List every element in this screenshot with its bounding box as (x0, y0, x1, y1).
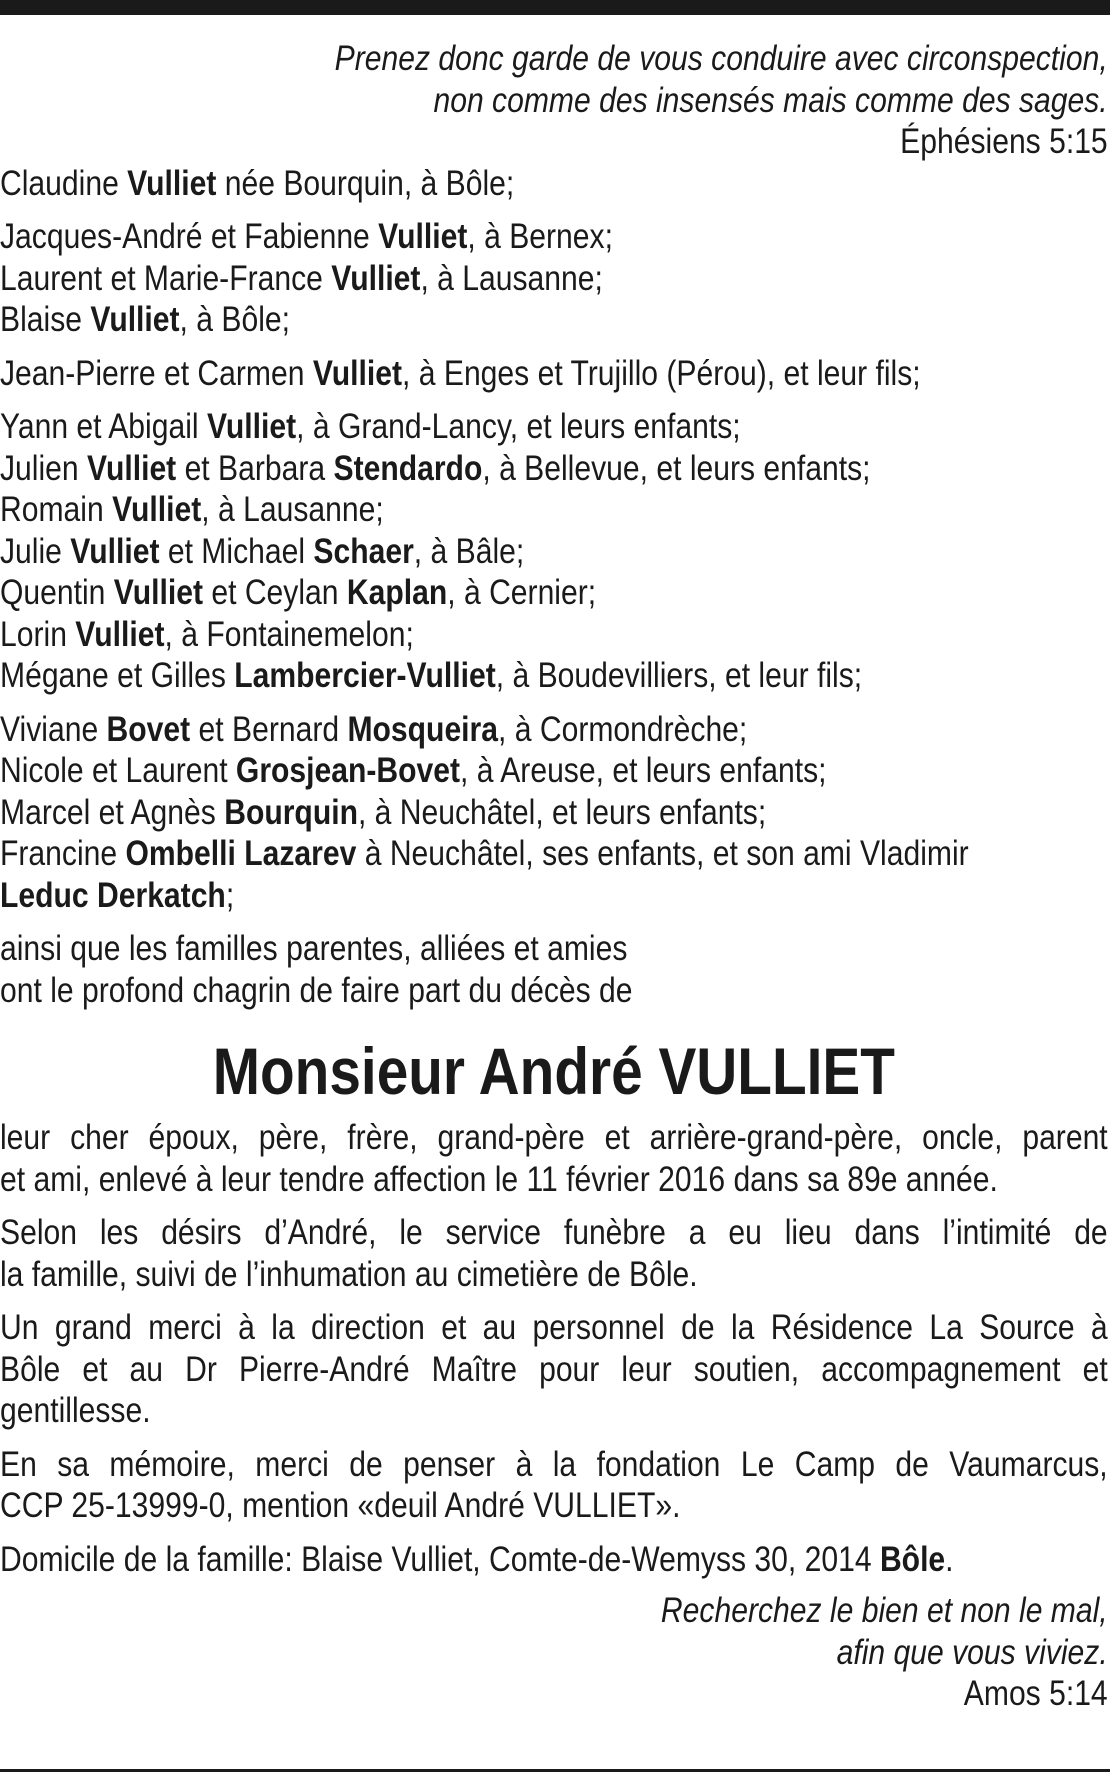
paragraph-line: gentillesse. (0, 1391, 151, 1430)
family-surname: Leduc Derkatch (0, 875, 226, 915)
family-text: , à Fontainemelon; (164, 614, 414, 654)
family-group-children (0, 216, 1108, 341)
family-text: , à Grand-Lancy, et leurs enfants; (296, 407, 741, 446)
family-line (0, 792, 1108, 834)
family-text: et Bernard (190, 709, 348, 749)
paragraph-line: Bôle et au Dr Pierre-André Maître pour leur soutien, accompagnement et (0, 1349, 1108, 1389)
deceased-name: Monsieur André VULLIET (212, 1034, 895, 1108)
family-group-grandchildren (0, 406, 1108, 697)
family-line (0, 406, 1108, 448)
family-text: Jean-Pierre et Carmen (0, 353, 313, 393)
family-line (0, 163, 1108, 205)
family-text: et Barbara (176, 448, 334, 488)
family-text: , à Lausanne; (420, 258, 603, 298)
family-line (0, 448, 1108, 490)
obituary-notice (0, 38, 1108, 1715)
family-surname: Vulliet (70, 531, 160, 571)
family-text: , à Neuchâtel, et leurs enfants; (357, 792, 767, 832)
family-text: , à Lausanne; (201, 490, 384, 529)
family-text: ; (225, 875, 235, 915)
family-line (0, 299, 1108, 341)
paragraph-service (0, 1212, 1108, 1295)
family-text: , à Bôle; (179, 300, 290, 339)
family-surname: Vulliet (312, 353, 403, 393)
family-text: , à Enges et Trujillo (Pérou), et leur fils; (402, 353, 921, 393)
family-line (0, 750, 1108, 792)
family-text: Claudine (0, 163, 128, 203)
family-text: Jacques-André et Fabienne (0, 217, 379, 256)
paragraph-line: Selon les désirs d’André, le service funèbre a eu lieu dans l’intimité de (0, 1213, 1108, 1252)
family-surname: Vulliet (75, 614, 165, 654)
family-surname: Vulliet (378, 217, 468, 256)
quote-line: Recherchez le bien et non le mal, (660, 1591, 1108, 1630)
family-surname: Vulliet (331, 258, 421, 298)
family-text: Julie (0, 531, 71, 571)
opening-quote (0, 38, 1108, 163)
announcement-line: ainsi que les familles parentes, alliées et amies (0, 929, 628, 968)
family-text: , à Areuse, et leurs enfants; (460, 751, 827, 790)
family-surname: Ombelli Lazarev (125, 834, 357, 873)
domicile-end: . (945, 1539, 954, 1579)
family-text: Laurent et Marie-France (0, 258, 332, 298)
family-group-relatives (0, 709, 1108, 917)
top-rule (0, 0, 1110, 15)
family-surname: Lambercier-Vulliet (234, 656, 496, 695)
quote-reference: Amos 5:14 (963, 1674, 1108, 1713)
family-surname: Bovet (106, 709, 191, 749)
family-surname: Schaer (313, 531, 414, 571)
announcement-line: ont le profond chagrin de faire part du décès de (0, 970, 633, 1010)
family-surname: Mosqueira (347, 709, 499, 749)
paragraph-line: la famille, suivi de l’inhumation au cimetière de Bôle. (0, 1254, 698, 1294)
quote-line: non comme des insensés mais comme des sages. (433, 80, 1108, 120)
family-line (0, 216, 1108, 258)
announcement (0, 928, 1108, 1011)
paragraph-line: Un grand merci à la direction et au personnel de la Résidence La Source à (0, 1308, 1108, 1347)
quote-line: Prenez donc garde de vous conduire avec circonspection, (334, 39, 1108, 78)
family-text: Romain (0, 490, 113, 529)
family-line (0, 353, 1108, 395)
family-text: , à Bernex; (467, 217, 613, 256)
family-text: Julien (0, 448, 88, 488)
family-line (0, 833, 1108, 875)
family-line (0, 572, 1108, 614)
family-text: , à Bellevue, et leurs enfants; (482, 448, 871, 488)
family-text: à Neuchâtel, ses enfants, et son ami Vladimir (356, 834, 969, 873)
family-line (0, 655, 1108, 697)
paragraph-line: leur cher époux, père, frère, grand-père et arrière-grand-père, oncle, parent (0, 1118, 1108, 1157)
family-text: , à Cormondrèche; (498, 709, 748, 749)
domicile-text: Domicile de la famille: Blaise Vulliet, Comte-de-Wemyss 30, 2014 (0, 1539, 880, 1579)
family-surname: Vulliet (113, 573, 203, 612)
family-surname: Grosjean-Bovet (235, 751, 461, 790)
quote-line: afin que vous viviez. (836, 1632, 1108, 1672)
family-text: , à Cernier; (447, 573, 597, 612)
family-line (0, 489, 1108, 531)
family-text: Quentin (0, 573, 114, 612)
closing-quote (0, 1590, 1108, 1715)
family-text: et Ceylan (202, 573, 347, 612)
paragraph-thanks (0, 1307, 1108, 1432)
quote-reference: Éphésiens 5:15 (900, 122, 1108, 161)
family-text: née Bourquin, à Bôle; (216, 163, 515, 203)
paragraph-line: et ami, enlevé à leur tendre affection le 11 février 2016 dans sa 89e année. (0, 1159, 998, 1199)
paragraph-donation (0, 1444, 1108, 1527)
paragraph-line: CCP 25-13999-0, mention «deuil André VULLIET». (0, 1486, 681, 1525)
family-text: Mégane et Gilles (0, 656, 235, 695)
family-surname: Bourquin (224, 792, 358, 832)
family-line (0, 531, 1108, 573)
family-surname: Kaplan (346, 573, 448, 612)
family-line (0, 709, 1108, 751)
family-text: Yann et Abigail (0, 407, 207, 446)
family-text: et Michael (159, 531, 314, 571)
family-text: Viviane (0, 709, 107, 749)
paragraph-tribute (0, 1117, 1108, 1200)
family-text: , à Bâle; (413, 531, 525, 571)
paragraph-line: En sa mémoire, merci de penser à la fondation Le Camp de Vaumarcus, (0, 1444, 1108, 1484)
domicile (0, 1539, 1108, 1581)
family-surname: Vulliet (127, 163, 217, 203)
family-text: Francine (0, 834, 126, 873)
family-group-child-2 (0, 353, 1108, 395)
family-surname: Vulliet (206, 407, 297, 446)
family-text: Blaise (0, 300, 91, 339)
family-line (0, 875, 1108, 917)
family-surname: Vulliet (87, 448, 177, 488)
family-surname: Stendardo (333, 448, 483, 488)
family-line (0, 258, 1108, 300)
family-surname: Vulliet (112, 490, 202, 529)
family-line (0, 614, 1108, 656)
family-text: , à Boudevilliers, et leur fils; (495, 656, 863, 695)
family-text: Nicole et Laurent (0, 751, 236, 790)
family-text: Lorin (0, 614, 76, 654)
family-text: Marcel et Agnès (0, 792, 225, 832)
family-surname: Vulliet (90, 300, 180, 339)
family-group-spouse (0, 163, 1108, 205)
domicile-town: Bôle (879, 1539, 946, 1579)
